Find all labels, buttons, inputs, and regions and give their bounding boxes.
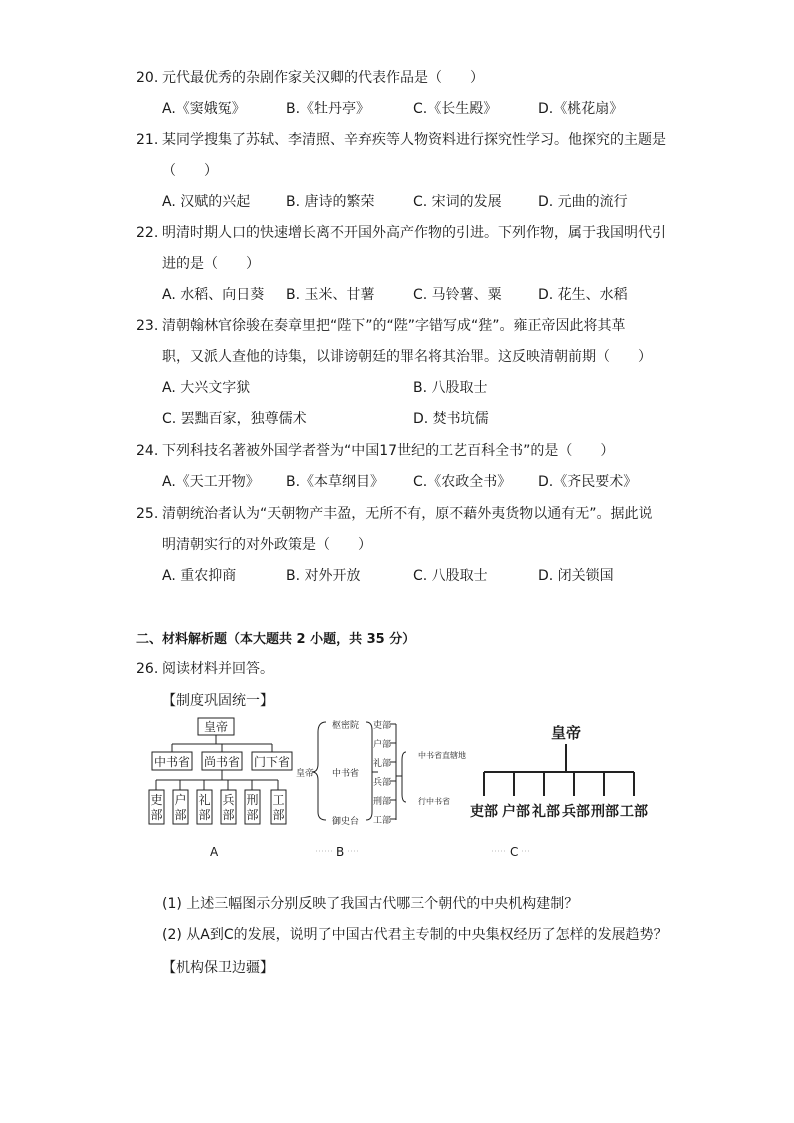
option-d: D.《桃花扇》 bbox=[538, 101, 624, 117]
question-number: 22. bbox=[136, 225, 159, 241]
c-ministry: 礼部 bbox=[532, 804, 560, 820]
option-a: A. 水稻、向日葵 bbox=[162, 287, 265, 303]
c-ministry: 兵部 bbox=[562, 804, 590, 820]
option-b: B.《牡丹亭》 bbox=[286, 101, 371, 117]
option-c: C.《长生殿》 bbox=[413, 101, 498, 117]
material-title-1: 【制度巩固统一】 bbox=[162, 693, 274, 709]
option-a: A.《天工开物》 bbox=[162, 474, 260, 490]
question-number: 25. bbox=[136, 506, 159, 522]
option-a: A.《窦娥冤》 bbox=[162, 101, 246, 117]
sub-question-2: (2) 从A到C的发展，说明了中国古代君主专制的中央集权经历了怎样的发展趋势？ bbox=[162, 927, 668, 943]
option-d: D. 花生、水稻 bbox=[538, 287, 628, 303]
option-d: D. 闭关锁国 bbox=[538, 568, 614, 584]
b-ministry: 刑部 bbox=[373, 797, 392, 807]
option-a: A. 大兴文字狱 bbox=[162, 380, 251, 396]
option-b: B. 玉米、甘薯 bbox=[286, 287, 375, 303]
material-title-2: 【机构保卫边疆】 bbox=[162, 960, 274, 976]
option-b: B. 唐诗的繁荣 bbox=[286, 194, 375, 210]
question-number: 26. bbox=[136, 661, 159, 677]
option-a: A. 重农抑商 bbox=[162, 568, 237, 584]
question-stem-cont: （ ） bbox=[162, 163, 218, 179]
section-heading: 二、材料解析题（本大题共 2 小题，共 35 分） bbox=[136, 632, 416, 647]
a-dept: 中书省 bbox=[153, 755, 191, 769]
b-ministry: 吏部 bbox=[373, 721, 392, 731]
question-stem-cont: 职，又派人查他的诗集，以诽谤朝廷的罪名将其治罪。这反映清朝前期（ ） bbox=[162, 349, 652, 365]
option-b: B.《本草纲目》 bbox=[286, 474, 385, 490]
question-number: 24. bbox=[136, 443, 159, 459]
a-ministries bbox=[150, 792, 284, 822]
a-ministry: 户部 bbox=[174, 793, 187, 822]
c-ministry: 户部 bbox=[502, 804, 530, 820]
question-stem: 某同学搜集了苏轼、李清照、辛弃疾等人物资料进行探究性学习。他探究的主题是 bbox=[162, 132, 666, 148]
option-d: D. 焚书坑儒 bbox=[413, 411, 489, 427]
sub-question-1: (1) 上述三幅图示分别反映了我国古代哪三个朝代的中央机构建制？ bbox=[162, 896, 579, 912]
question-stem: 清朝翰林官徐骏在奏章里把“陛下”的“陛”字错写成“狴”。雍正帝因此将其革 bbox=[162, 318, 626, 334]
option-d: D. 元曲的流行 bbox=[538, 194, 628, 210]
c-ministry: 工部 bbox=[620, 804, 648, 820]
a-dept: 尚书省 bbox=[203, 755, 241, 769]
a-ministry: 刑部 bbox=[246, 793, 259, 822]
b-ministry: 户部 bbox=[373, 740, 392, 750]
diagram-label-a: A bbox=[210, 845, 219, 859]
option-c: C.《农政全书》 bbox=[413, 474, 512, 490]
diagram-label-c: C bbox=[510, 845, 519, 859]
question-stem-cont: 明清朝实行的对外政策是（ ） bbox=[162, 537, 372, 553]
question-stem: 下列科技名著被外国学者誉为“中国17世纪的工艺百科全书”的是（ ） bbox=[162, 443, 615, 459]
b-branch: 御史台 bbox=[332, 817, 360, 827]
option-c: C. 八股取士 bbox=[413, 568, 488, 584]
a-ministry: 工部 bbox=[272, 793, 285, 822]
c-ministry: 刑部 bbox=[591, 804, 619, 820]
option-c: C. 宋词的发展 bbox=[413, 194, 502, 210]
c-ministry: 吏部 bbox=[470, 804, 498, 820]
question-stem: 清朝统治者认为“天朝物产丰盈，无所不有，原不藉外夷货物以通有无”。据此说 bbox=[162, 506, 653, 522]
diagram-c bbox=[484, 744, 634, 796]
question-stem-cont: 进的是（ ） bbox=[162, 256, 260, 272]
b-ministry: 兵部 bbox=[373, 778, 392, 788]
option-b: B. 对外开放 bbox=[286, 568, 361, 584]
option-b: B. 八股取士 bbox=[413, 380, 488, 396]
question-number: 21. bbox=[136, 132, 159, 148]
question-stem: 元代最优秀的杂剧作家关汉卿的代表作品是（ ） bbox=[162, 70, 484, 86]
b-branch: 枢密院 bbox=[332, 721, 360, 731]
b-branch: 中书省 bbox=[332, 769, 360, 779]
b-emperor: 皇帝 bbox=[296, 769, 315, 779]
b-right: 中书省直辖地 bbox=[418, 751, 466, 760]
option-c: C. 马铃薯、粟 bbox=[413, 287, 502, 303]
option-c: C. 罢黜百家，独尊儒术 bbox=[162, 411, 307, 427]
question-stem: 阅读材料并回答。 bbox=[162, 661, 274, 677]
a-ministry: 兵部 bbox=[222, 793, 235, 822]
option-a: A. 汉赋的兴起 bbox=[162, 194, 251, 210]
question-number: 23. bbox=[136, 318, 159, 334]
c-emperor: 皇帝 bbox=[550, 724, 582, 742]
b-ministry: 礼部 bbox=[373, 759, 392, 769]
question-number: 20. bbox=[136, 70, 159, 86]
option-d: D.《齐民要术》 bbox=[538, 474, 638, 490]
b-right: 行中书省 bbox=[418, 797, 450, 806]
a-dept: 门下省 bbox=[253, 755, 291, 769]
a-emperor: 皇帝 bbox=[203, 720, 229, 734]
a-ministry: 吏部 bbox=[150, 793, 163, 822]
a-ministry: 礼部 bbox=[198, 793, 211, 822]
b-ministry: 工部 bbox=[373, 816, 392, 826]
question-stem: 明清时期人口的快速增长离不开国外高产作物的引进。下列作物，属于我国明代引 bbox=[162, 225, 666, 241]
diagram-label-b: B bbox=[336, 845, 345, 859]
